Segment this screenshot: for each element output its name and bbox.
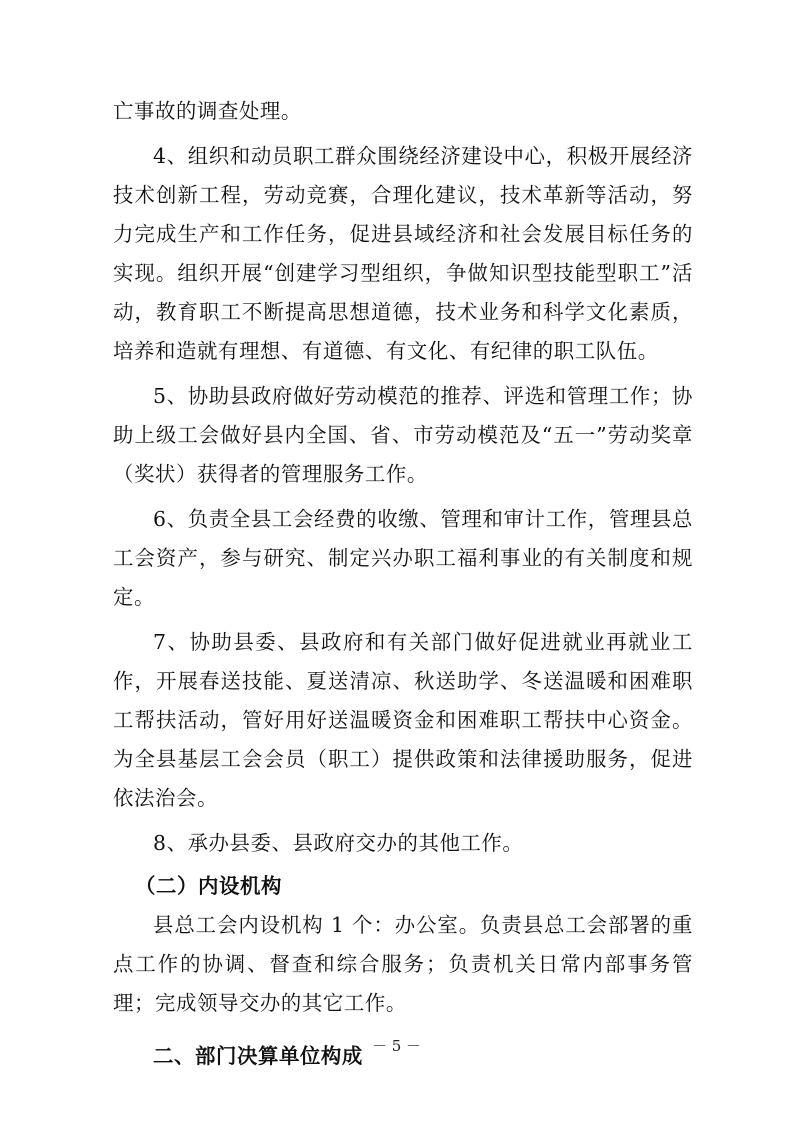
body-text	[113, 92, 693, 1076]
paragraph-continuation: 亡事故的调查处理。	[113, 99, 302, 123]
paragraph-item-4: 4、组织和动员职工群众围绕经济建设中心，积极开展经济技术创新工程，劳动竞赛，合理化建议，技术革新等活动，努力完成生产和工作任务，促进县域经济和社会发展目标任务的实现。组织开展“创建学习型组织，争做知识型技能型职工”活动，教育职工不断提高思想道德，技术业务和科学文化素质，培养和造就有理想、有道德、有文化、有纪律的职工队伍。	[113, 144, 693, 363]
section-heading: 二、部门决算单位构成	[153, 1044, 363, 1068]
page-number: － 5 －	[371, 1037, 422, 1055]
paragraph-internal-structure: 县总工会内设机构 1 个：办公室。负责县总工会部署的重点工作的协调、督查和综合服务；负责机关日常内部事务管理；完成领导交办的其它工作。	[113, 913, 693, 1015]
paragraph-item-7: 7、协助县委、县政府和有关部门做好促进就业再就业工作，开展春送技能、夏送清凉、秋送助学、冬送温暖和困难职工帮扶活动，管好用好送温暖资金和困难职工帮扶中心资金。为全县基层工会会员（职工）提供政策和法律援助服务，促进依法治会。	[113, 630, 693, 810]
subheading-internal-structure: （二）内设机构	[135, 874, 282, 898]
paragraph-item-8: 8、承办县委、县政府交办的其他工作。	[153, 831, 524, 855]
paragraph-item-5: 5、协助县政府做好劳动模范的推荐、评选和管理工作；协助上级工会做好县内全国、省、市劳动模范及“五一”劳动奖章（奖状）获得者的管理服务工作。	[113, 384, 693, 486]
paragraph-item-6: 6、负责全县工会经费的收缴、管理和审计工作，管理县总工会资产，参与研究、制定兴办职工福利事业的有关制度和规定。	[113, 507, 693, 609]
